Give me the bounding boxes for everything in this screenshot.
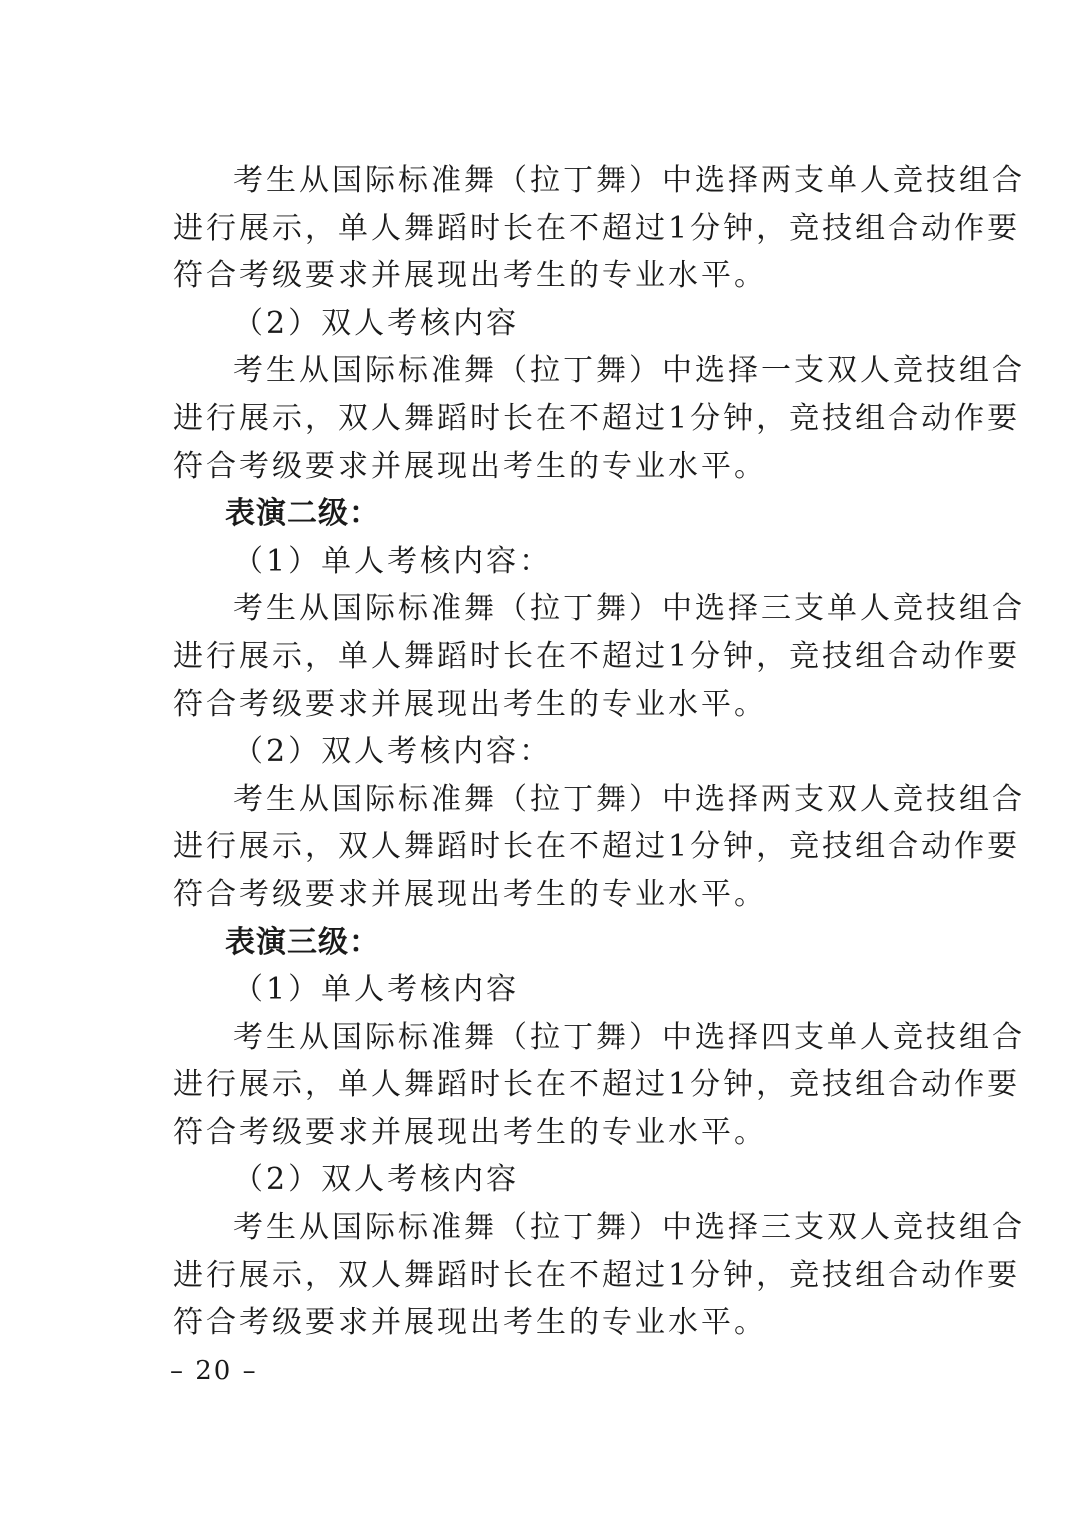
- subheading-double-assessment: （2）双人考核内容: [233, 305, 520, 341]
- paragraph-line: 考生从国际标准舞（拉丁舞）中选择两支单人竞技组合: [233, 163, 1025, 198]
- paragraph-line: 进行展示，双人舞蹈时长在不超过1分钟，竞技组合动作要: [173, 829, 1021, 865]
- page-number: – 20 –: [170, 1356, 258, 1386]
- paragraph-line: 符合考级要求并展现出考生的专业水平。: [173, 1305, 767, 1341]
- paragraph-line: 符合考级要求并展现出考生的专业水平。: [173, 686, 767, 722]
- paragraph-line: 进行展示，双人舞蹈时长在不超过1分钟，竞技组合动作要: [173, 400, 1021, 436]
- paragraph-line: 考生从国际标准舞（拉丁舞）中选择三支双人竞技组合: [233, 1210, 1025, 1246]
- paragraph-line: 进行展示，单人舞蹈时长在不超过1分钟，竞技组合动作要: [173, 1067, 1021, 1103]
- paragraph-line: 考生从国际标准舞（拉丁舞）中选择一支双人竞技组合: [233, 353, 1025, 389]
- section-heading-level3: 表演三级：: [225, 924, 380, 960]
- paragraph-line: 进行展示，双人舞蹈时长在不超过1分钟，竞技组合动作要: [173, 1257, 1021, 1293]
- subheading-single-assessment: （1）单人考核内容：: [233, 543, 553, 579]
- subheading-double-assessment: （2）双人考核内容: [233, 1162, 520, 1198]
- paragraph-line: 考生从国际标准舞（拉丁舞）中选择两支双人竞技组合: [233, 781, 1025, 817]
- subheading-double-assessment: （2）双人考核内容：: [233, 734, 553, 770]
- paragraph-line: 符合考级要求并展现出考生的专业水平。: [173, 1114, 767, 1150]
- paragraph-line: 进行展示，单人舞蹈时长在不超过1分钟，竞技组合动作要: [173, 638, 1021, 674]
- paragraph-line: 进行展示，单人舞蹈时长在不超过1分钟，竞技组合动作要: [173, 210, 1021, 246]
- paragraph-line: 符合考级要求并展现出考生的专业水平。: [173, 448, 767, 484]
- paragraph-line: 考生从国际标准舞（拉丁舞）中选择三支单人竞技组合: [233, 591, 1025, 627]
- section-heading-level2: 表演二级：: [225, 496, 380, 532]
- subheading-single-assessment: （1）单人考核内容: [233, 972, 520, 1008]
- paragraph-line: 符合考级要求并展现出考生的专业水平。: [173, 876, 767, 912]
- paragraph-line: 考生从国际标准舞（拉丁舞）中选择四支单人竞技组合: [233, 1019, 1025, 1055]
- document-body: [173, 157, 1025, 1347]
- paragraph-line: 符合考级要求并展现出考生的专业水平。: [173, 258, 767, 294]
